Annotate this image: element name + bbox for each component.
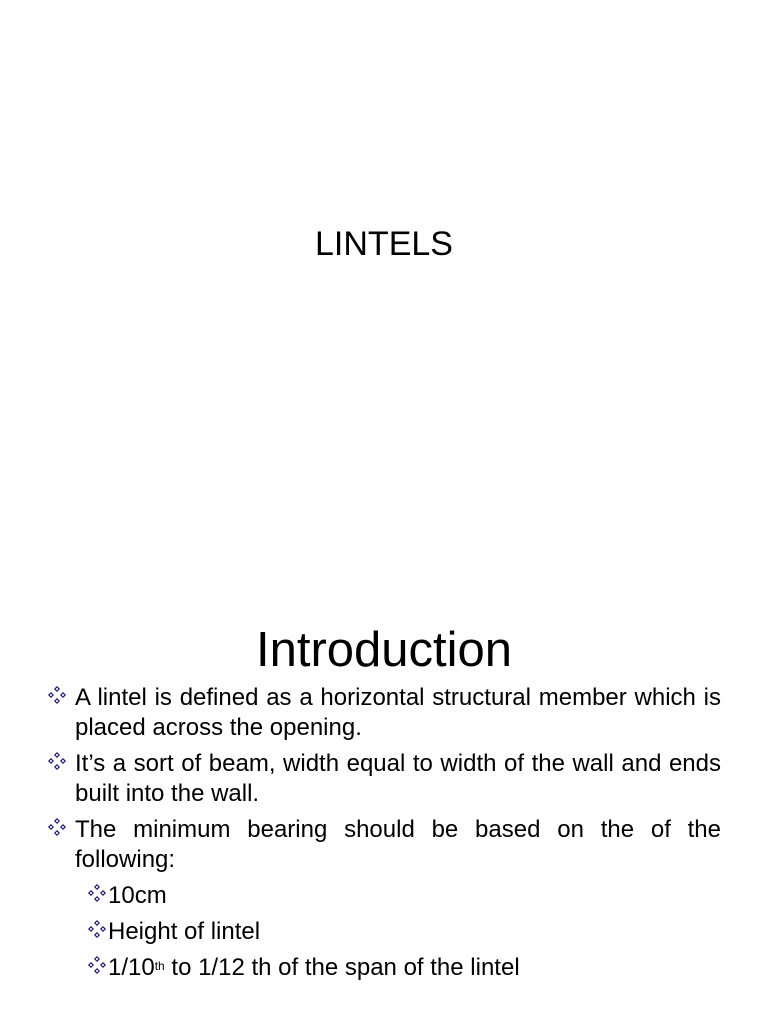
bullet-item <box>47 815 721 875</box>
slide-title: LINTELS <box>315 225 453 263</box>
bullet-item <box>47 683 721 743</box>
four-diamond-bullet-icon <box>47 751 67 771</box>
span-range-text: to 1/12 th of the span of the lintel <box>164 954 520 981</box>
four-diamond-bullet-icon <box>47 685 67 705</box>
slide-introduction <box>0 512 768 1024</box>
sub-bullet-item <box>87 917 721 947</box>
four-diamond-bullet-icon <box>87 919 107 939</box>
bullet-list <box>47 683 721 989</box>
sub-bullet-item <box>87 953 721 983</box>
ordinal-superscript: th <box>154 959 165 973</box>
four-diamond-bullet-icon <box>87 955 107 975</box>
bullet-text: A lintel is defined as a horizontal structural member which is placed across the opening. <box>75 684 721 741</box>
fraction-text: 1/10 <box>108 954 155 981</box>
bullet-item <box>47 749 721 809</box>
sub-bullet-text: 10cm <box>108 882 167 909</box>
sub-bullet-text: Height of lintel <box>108 918 261 945</box>
bullet-text: The minimum bearing should be based on the of the following: <box>75 816 721 873</box>
bullet-text: It’s a sort of beam, width equal to width of the wall and ends built into the wall. <box>75 750 721 807</box>
four-diamond-bullet-icon <box>87 883 107 903</box>
four-diamond-bullet-icon <box>47 817 67 837</box>
sub-bullet-text <box>108 953 721 983</box>
sub-bullet-item <box>87 881 721 911</box>
slide-heading: Introduction <box>255 623 513 677</box>
